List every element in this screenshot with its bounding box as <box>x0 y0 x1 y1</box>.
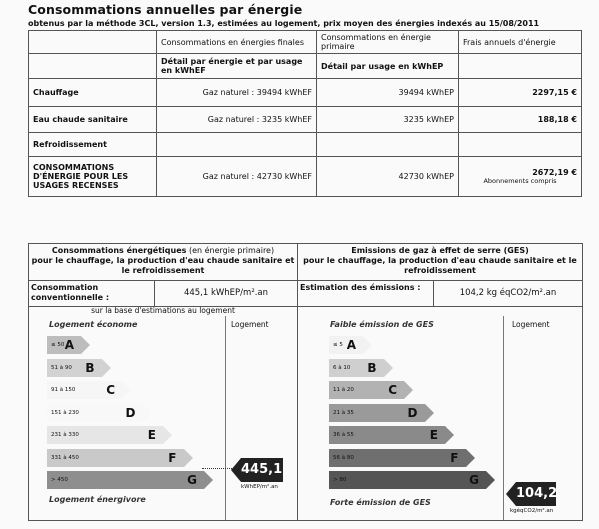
energy-header-bold: Consommations énergétiques <box>51 246 187 255</box>
energy-class-range: 331 à 450 <box>51 454 79 461</box>
ges-class-tip <box>363 336 372 354</box>
energy-logement-label: Logement <box>231 320 269 329</box>
row-frais: 2672,19 € <box>532 168 577 177</box>
ges-class-tip <box>384 359 393 377</box>
page-title: Consommations annuelles par énergie <box>28 2 303 17</box>
energy-class-tip <box>102 359 111 377</box>
energy-class-letter: E <box>147 428 156 442</box>
row-primaire: 3235 kWhEP <box>317 107 459 133</box>
row-finale: Gaz naturel : 42730 kWhEF <box>157 157 317 197</box>
table-corner-cell <box>29 31 157 54</box>
energy-class-tip <box>184 449 193 467</box>
row-finale: Gaz naturel : 3235 kWhEF <box>157 107 317 133</box>
ges-class-range: 6 à 10 <box>333 364 351 371</box>
page-subtitle: obtenus par la méthode 3CL, version 1.3, estimées au logement, prix moyen des énergies indexés au 15/08/2011 <box>28 19 540 28</box>
row-label: Eau chaude sanitaire <box>29 107 157 133</box>
energy-class-tip <box>204 471 213 489</box>
energy-class-bar-a <box>47 336 81 354</box>
energy-class-letter: C <box>106 383 115 397</box>
energy-panel-header <box>29 244 297 280</box>
row-label: CONSOMMATIONS D'ÉNERGIE POUR LES USAGES RECENSES <box>29 157 157 197</box>
row-primaire <box>317 133 459 157</box>
table-empty-cell <box>459 54 582 79</box>
energy-class-bar-f <box>47 449 184 467</box>
ges-class-letter: E <box>429 428 438 442</box>
ges-class-letter: B <box>367 360 377 375</box>
ges-class-tip <box>404 381 413 399</box>
energy-label-panel <box>28 243 298 521</box>
ges-value-arrow <box>516 482 556 506</box>
energy-class-letter: D <box>125 405 136 420</box>
energy-class-letter: B <box>85 360 95 375</box>
energy-header-usage: pour le chauffage, la production d'eau chaude sanitaire et le refroidissement <box>31 256 295 275</box>
energy-class-tip <box>81 336 90 354</box>
ges-class-tip <box>425 404 434 422</box>
energy-estimate-label: Consommation conventionnelle : <box>31 283 110 302</box>
ges-arrow-tip <box>506 482 516 506</box>
row-primaire: 42730 kWhEP <box>317 157 459 197</box>
subheader-primaire: Détail par usage en kWhEP <box>317 54 459 79</box>
row-finale <box>157 133 317 157</box>
row-frais: 188,18 € <box>459 107 582 133</box>
ges-class-bar-c <box>329 381 404 399</box>
ges-scale-top-label: Faible émission de GES <box>330 320 434 329</box>
ges-class-tip <box>486 471 495 489</box>
ges-scale-bottom-label: Forte émission de GES <box>330 498 431 507</box>
ges-logement-label: Logement <box>512 320 550 329</box>
energy-class-range: > 450 <box>51 477 68 483</box>
ges-header-usage: pour le chauffage, la production d'eau chaude sanitaire et le refroidissement <box>303 256 577 275</box>
ges-label-panel <box>297 243 583 521</box>
ges-class-range: ≤ 5 <box>333 342 343 348</box>
ges-estimate-value: 104,2 kg éqCO2/m².an <box>433 281 582 306</box>
header-primaire: Consommations en énergie primaire <box>317 31 459 54</box>
energy-header-normal: (en énergie primaire) <box>186 246 275 255</box>
row-primaire: 39494 kWhEP <box>317 79 459 107</box>
energy-class-range: 231 à 330 <box>51 432 79 438</box>
row-finale: Gaz naturel : 39494 kWhEF <box>157 79 317 107</box>
ges-class-bar-a <box>329 336 363 354</box>
row-label: Refroidissement <box>29 133 157 157</box>
ges-class-bar-b <box>329 359 384 377</box>
energy-arrow-tip <box>231 458 241 482</box>
energy-class-bar-d <box>47 404 143 422</box>
energy-class-letter: A <box>64 338 74 352</box>
ges-estimate-row <box>298 280 582 307</box>
table-empty-cell <box>29 54 157 79</box>
ges-panel-header <box>298 244 582 280</box>
energy-class-letter: F <box>168 450 177 465</box>
energy-base-note: sur la base d'estimations au logement <box>91 306 235 315</box>
ges-class-range: 36 à 55 <box>333 432 354 438</box>
energy-estimate-value: 445,1 kWhEP/m².an <box>154 281 297 306</box>
ges-class-letter: A <box>346 338 356 352</box>
energy-value-arrow <box>241 458 283 482</box>
row-frais-cell <box>459 157 582 197</box>
ges-class-range: 56 à 80 <box>333 454 354 461</box>
ges-class-letter: G <box>469 473 479 487</box>
table-row <box>29 107 582 133</box>
ges-value: 104,2 <box>516 486 558 501</box>
energy-scale-bottom-label: Logement énergivore <box>49 495 146 504</box>
ges-class-letter: C <box>388 383 397 397</box>
row-label: Chauffage <box>29 79 157 107</box>
row-frais: 2297,15 € <box>459 79 582 107</box>
row-frais <box>459 133 582 157</box>
ges-class-bar-d <box>329 404 425 422</box>
ges-class-bar-g <box>329 471 486 489</box>
energy-class-bar-b <box>47 359 102 377</box>
ges-class-range: 21 à 35 <box>333 409 354 416</box>
table-row <box>29 79 582 107</box>
table-row-total <box>29 157 582 197</box>
ges-class-letter: F <box>450 450 459 465</box>
energy-scale-top-label: Logement économe <box>49 320 138 329</box>
ges-divider <box>503 316 504 520</box>
energy-class-bar-e <box>47 426 163 444</box>
energy-class-tip <box>163 426 172 444</box>
ges-header-bold: Emissions de gaz à effet de serre (GES) <box>351 246 529 255</box>
energy-class-tip <box>143 404 152 422</box>
energy-estimate-row <box>29 280 297 307</box>
energy-class-range: ≤ 50 <box>51 342 65 348</box>
energy-value: 445,1 <box>241 462 283 477</box>
header-finales: Consommations en énergies finales <box>157 31 317 54</box>
energy-unit: kWhEP/m².an <box>241 484 278 490</box>
ges-class-tip <box>466 449 475 467</box>
header-frais: Frais annuels d'énergie <box>459 31 582 54</box>
row-note: Abonnements compris <box>483 177 557 185</box>
ges-class-tip <box>445 426 454 444</box>
energy-class-range: 91 à 150 <box>51 387 76 393</box>
ges-class-bar-e <box>329 426 445 444</box>
energy-class-bar-g <box>47 471 204 489</box>
ges-class-range: > 80 <box>333 477 347 483</box>
energy-divider <box>225 316 226 520</box>
ges-class-bar-f <box>329 449 466 467</box>
energy-class-range: 51 à 90 <box>51 364 72 371</box>
energy-class-tip <box>122 381 131 399</box>
energy-class-range: 151 à 230 <box>51 409 79 416</box>
table-row <box>29 133 582 157</box>
energy-class-bar-c <box>47 381 122 399</box>
ges-class-letter: D <box>407 405 418 420</box>
ges-class-range: 11 à 20 <box>333 387 354 393</box>
energy-class-letter: G <box>187 473 197 487</box>
consumption-table <box>28 30 582 197</box>
ges-estimate-label: Estimation des émissions : <box>300 283 421 292</box>
subheader-finales: Détail par énergie et par usage en kWhEF <box>157 54 317 79</box>
ges-unit: kgéqCO2/m².an <box>510 508 554 514</box>
